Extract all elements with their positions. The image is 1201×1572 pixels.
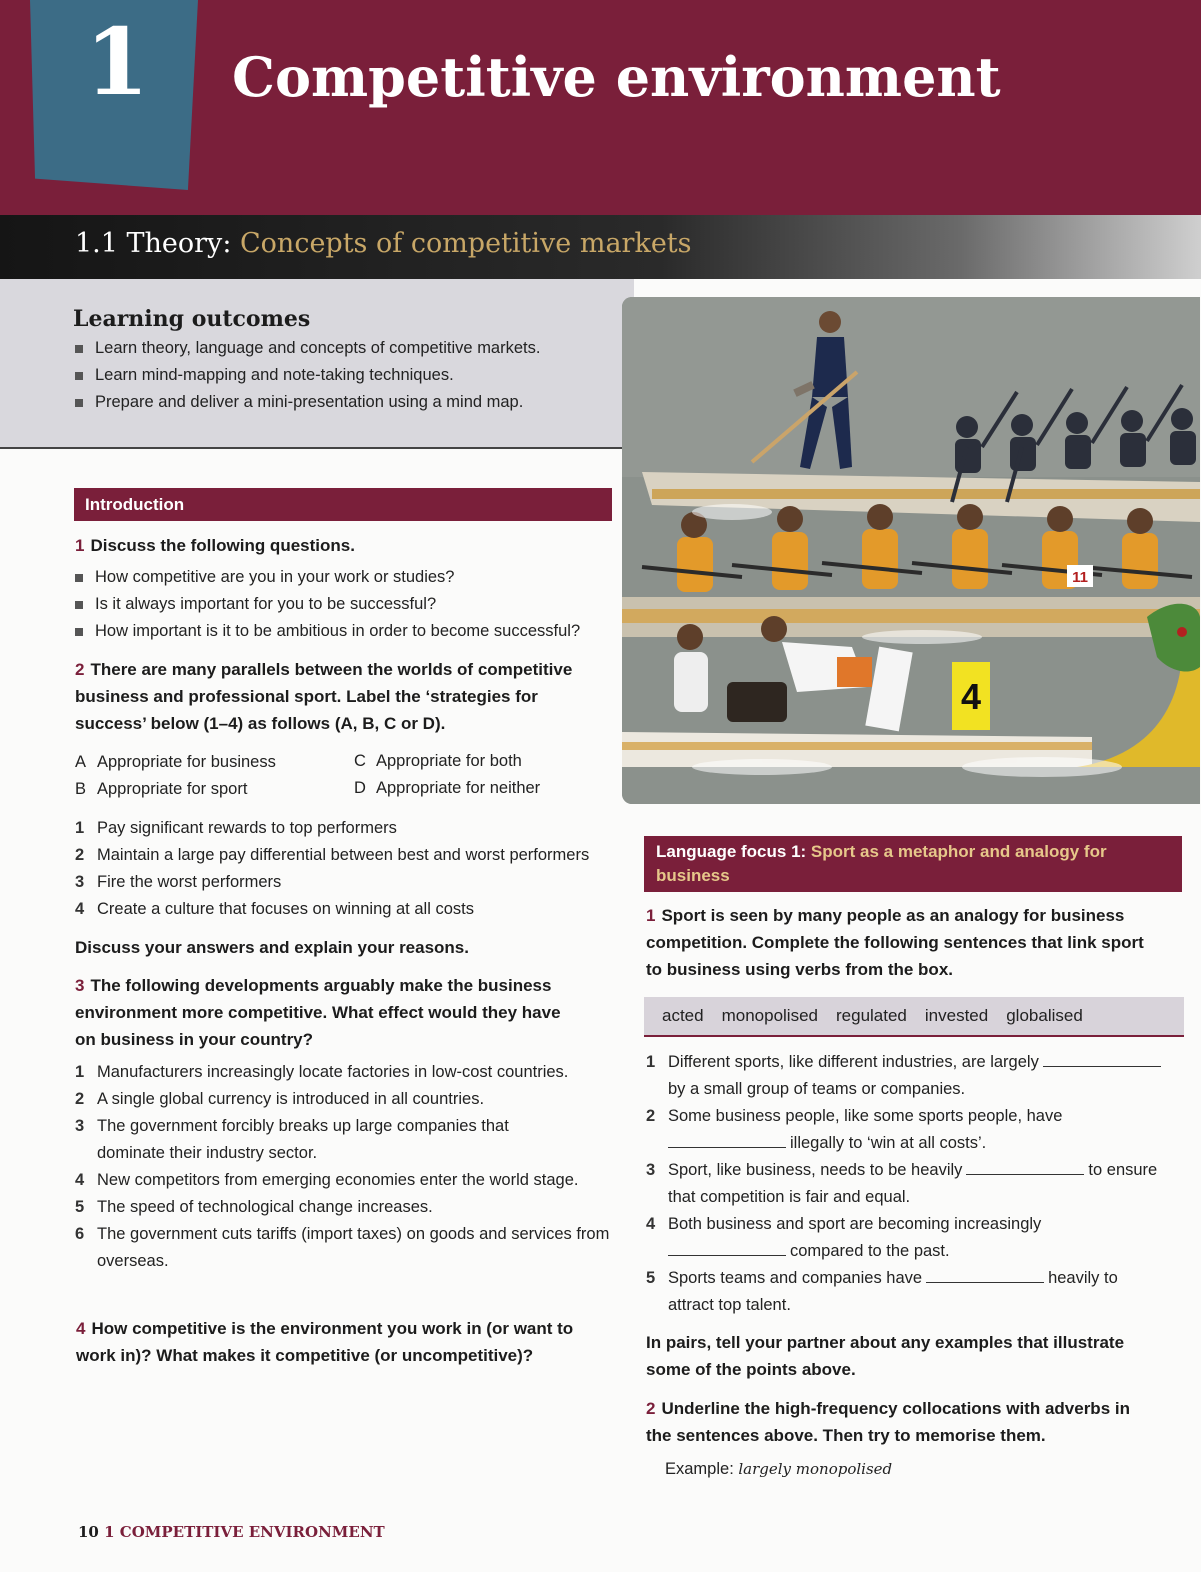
list-item: 1 Pay significant rewards to top performers xyxy=(75,819,397,837)
list-item: Prepare and deliver a mini-presentation using a mind map. xyxy=(75,389,540,416)
developments-list xyxy=(75,1059,615,1275)
question-2 xyxy=(75,656,572,737)
bib-number: 11 xyxy=(1072,569,1088,586)
section-subtitle: Concepts of competitive markets xyxy=(240,228,692,259)
learning-outcomes-title: Learning outcomes xyxy=(73,306,311,332)
footer-chapter: 1 COMPETITIVE ENVIRONMENT xyxy=(104,1523,385,1541)
question-text: the sentences above. Then try to memorise them. xyxy=(646,1426,1046,1445)
list-item: 2 A single global currency is introduced in all countries. xyxy=(75,1090,485,1108)
section-number: 1.1 Theory: xyxy=(75,228,232,259)
lf-question-1 xyxy=(646,902,1144,983)
language-focus-title: Sport as a metaphor and analogy for xyxy=(810,842,1107,861)
list-item: 1 Different sports, like different industries, are largely by a small group of teams or companies. xyxy=(646,1049,1186,1103)
list-item: How important is it to be ambitious in order to become successful? xyxy=(75,618,580,645)
question-1 xyxy=(75,532,355,559)
chapter-number: 1 xyxy=(85,8,150,116)
question-1-list xyxy=(75,564,580,645)
boat-number: 4 xyxy=(960,676,982,717)
option-b: B Appropriate for sport xyxy=(75,780,248,798)
example-handwriting: largely monopolised xyxy=(738,1460,893,1478)
word-box-item: monopolised xyxy=(721,1006,818,1025)
instruction-text: In pairs, tell your partner about any examples that illustrate xyxy=(646,1333,1125,1352)
question-number: 2 xyxy=(75,660,85,679)
lf-question-2 xyxy=(646,1395,1130,1449)
option-d: D Appropriate for neither xyxy=(354,779,541,797)
list-item: 4 Create a culture that focuses on winning at all costs xyxy=(75,900,474,918)
question-text: Discuss the following questions. xyxy=(90,536,355,555)
dragon-boat-photo xyxy=(622,297,1200,804)
question-number: 3 xyxy=(75,976,85,995)
list-item: 5 Sports teams and companies have heavily to attract top talent. xyxy=(646,1269,1118,1314)
word-box-item: regulated xyxy=(836,1006,907,1025)
question-text: The following developments arguably make the business xyxy=(90,976,552,995)
list-item: 4 Both business and sport are becoming increasingly compared to the past. xyxy=(646,1215,1042,1260)
question-number: 2 xyxy=(646,1399,656,1418)
language-focus-label: Language focus 1: xyxy=(656,842,807,861)
list-item: Learn mind-mapping and note-taking techniques. xyxy=(75,362,540,389)
language-focus-title: business xyxy=(656,866,730,885)
answer-blank[interactable] xyxy=(668,1241,786,1256)
question-text: How competitive is the environment you work in (or want to xyxy=(91,1319,574,1338)
question-number: 4 xyxy=(76,1319,86,1338)
sentences-list xyxy=(646,1049,1186,1319)
example-label: Example: xyxy=(665,1460,734,1478)
question-text: There are many parallels between the worlds of competitive xyxy=(90,660,573,679)
question-text: competition. Complete the following sentences that link sport xyxy=(646,933,1144,952)
list-item: 4 New competitors from emerging economies enter the world stage. xyxy=(75,1171,579,1189)
question-number: 1 xyxy=(75,536,85,555)
discuss-instruction: Discuss your answers and explain your reasons. xyxy=(75,938,469,957)
language-focus-header xyxy=(644,836,1182,892)
strategies-list xyxy=(75,815,635,923)
question-text: success’ below (1–4) as follows (A, B, C or D). xyxy=(75,714,446,733)
list-item: How competitive are you in your work or studies? xyxy=(75,564,580,591)
list-item: 5 The speed of technological change increases. xyxy=(75,1198,433,1216)
chapter-title: Competitive environment xyxy=(232,45,1001,109)
question-text: Sport is seen by many people as an analogy for business xyxy=(661,906,1125,925)
question-text: business and professional sport. Label the ‘strategies for xyxy=(75,687,538,706)
list-item: 3 Fire the worst performers xyxy=(75,873,282,891)
question-3 xyxy=(75,972,561,1053)
section-title xyxy=(75,228,692,259)
page-number: 10 xyxy=(78,1523,99,1541)
list-item: 2 Maintain a large pay differential between best and worst performers xyxy=(75,846,590,864)
page-footer xyxy=(78,1523,385,1541)
option-a: A Appropriate for business xyxy=(75,753,276,771)
list-item: Learn theory, language and concepts of competitive markets. xyxy=(75,335,540,362)
question-4 xyxy=(76,1315,573,1369)
word-box-item: invested xyxy=(924,1006,989,1025)
word-box-item: acted xyxy=(662,1006,704,1025)
instruction-text: some of the points above. xyxy=(646,1360,856,1379)
list-item: 6 The government cuts tariffs (import taxes) on goods and services from overseas. xyxy=(75,1225,610,1270)
question-text: Underline the high-frequency collocations with adverbs in xyxy=(661,1399,1130,1418)
answer-blank[interactable] xyxy=(668,1133,786,1148)
word-box xyxy=(644,997,1184,1037)
example-line xyxy=(665,1456,892,1483)
option-c: C Appropriate for both xyxy=(354,752,522,770)
learning-outcomes-list xyxy=(75,335,540,416)
question-text: work in)? What makes it competitive (or uncompetitive)? xyxy=(76,1346,534,1365)
list-item: Is it always important for you to be successful? xyxy=(75,591,580,618)
answer-blank[interactable] xyxy=(926,1268,1044,1283)
answer-blank[interactable] xyxy=(966,1160,1084,1175)
list-item: 1 Manufacturers increasingly locate factories in low-cost countries. xyxy=(75,1063,569,1081)
question-text: environment more competitive. What effect would they have xyxy=(75,1003,561,1022)
question-number: 1 xyxy=(646,906,656,925)
question-text: on business in your country? xyxy=(75,1030,314,1049)
answer-blank[interactable] xyxy=(1043,1052,1161,1067)
question-text: to business using verbs from the box. xyxy=(646,960,953,979)
list-item: 3 Sport, like business, needs to be heavily to ensure that competition is fair and equal. xyxy=(646,1161,1158,1206)
dragon-boat-illustration xyxy=(622,297,1200,804)
list-item: 2 Some business people, like some sports people, have illegally to ‘win at all costs’. xyxy=(646,1107,1063,1152)
introduction-header: Introduction xyxy=(74,488,612,521)
pairs-instruction xyxy=(646,1329,1124,1383)
list-item: 3 The government forcibly breaks up large companies that dominate their industry sector. xyxy=(75,1117,509,1162)
word-box-item: globalised xyxy=(1006,1006,1083,1025)
